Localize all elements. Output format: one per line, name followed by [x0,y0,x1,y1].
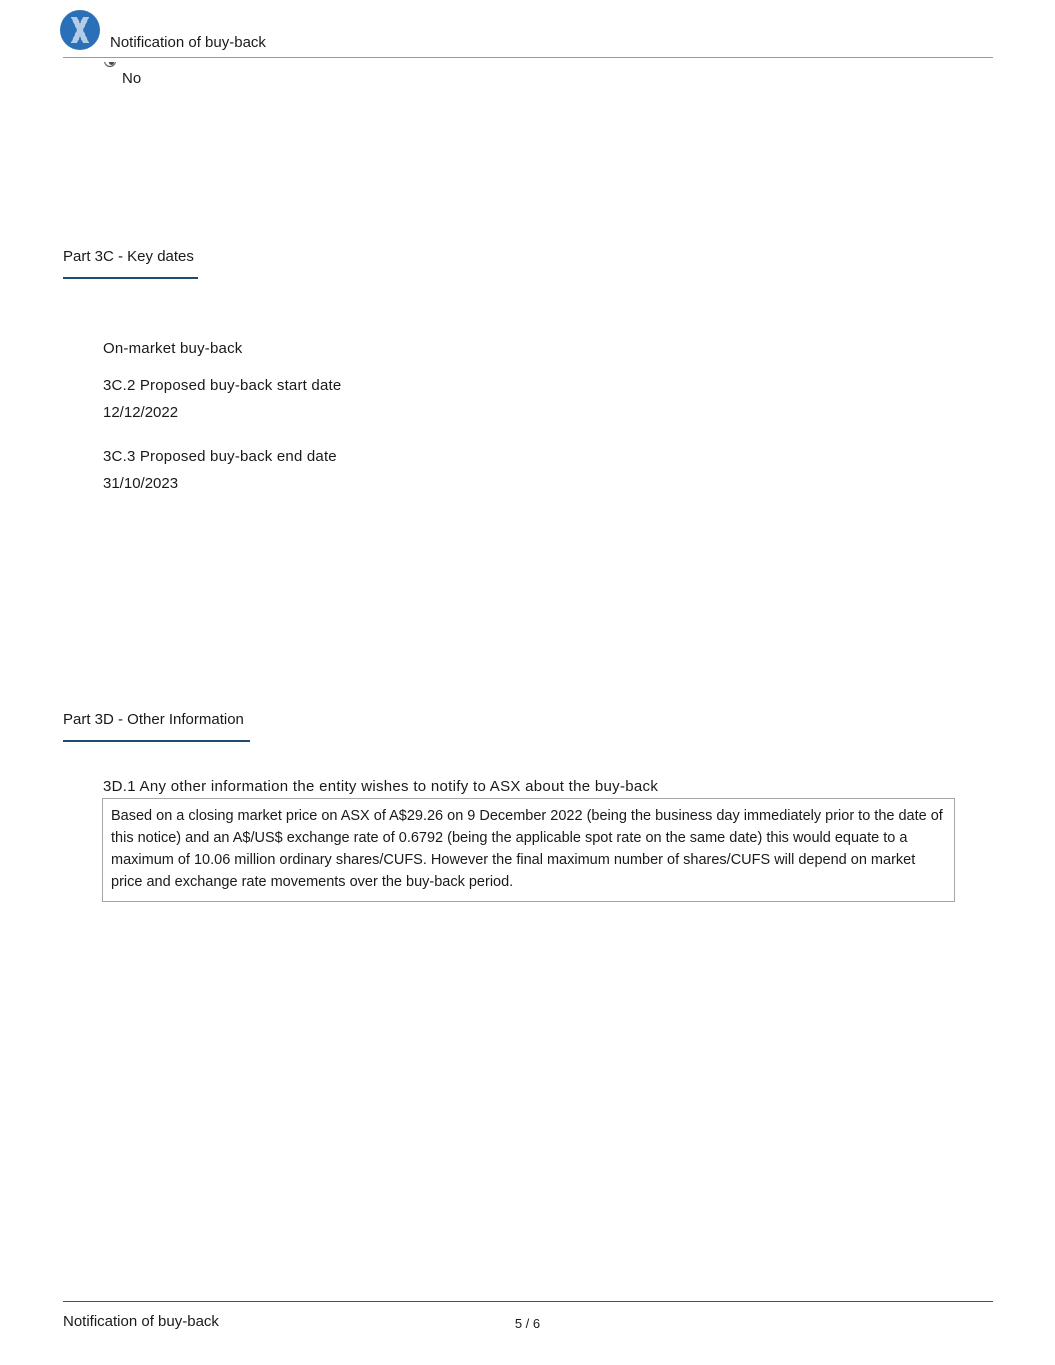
header-title: Notification of buy-back [110,34,266,51]
other-information-textbox: Based on a closing market price on ASX of A$29.26 on 9 December 2022 (being the business day immediately prior to the date of this notice) and an A$/US$ exchange rate of 0.6792 (being the applicable spot rate on the same date) this would equate to a maximum of 10.06 million ordinary shares/CUFS. However the final maximum number of shares/CUFS will depend on market price and exchange rate movements over the buy-back period. [102,798,955,902]
question-3c3-label: 3C.3 Proposed buy-back end date [103,448,337,465]
footer-divider [63,1301,993,1302]
section-heading-part-3c: Part 3C - Key dates [63,248,194,265]
question-3c2-label: 3C.2 Proposed buy-back start date [103,377,342,394]
radio-option-label: No [122,70,142,87]
question-3c2-value: 12/12/2022 [103,404,179,421]
header-divider [63,57,993,58]
question-3d1-label: 3D.1 Any other information the entity wishes to notify to ASX about the buy-back [103,778,659,795]
page-number: 5 / 6 [514,1316,541,1331]
radio-button-icon [103,62,119,75]
section-heading-part-3d: Part 3D - Other Information [63,711,244,728]
asx-logo-icon [60,10,100,50]
section-underline [63,277,198,279]
buyback-type-label: On-market buy-back [103,340,243,357]
section-underline [63,740,250,742]
question-3c3-value: 31/10/2023 [103,475,179,492]
footer-title: Notification of buy-back [63,1313,219,1330]
